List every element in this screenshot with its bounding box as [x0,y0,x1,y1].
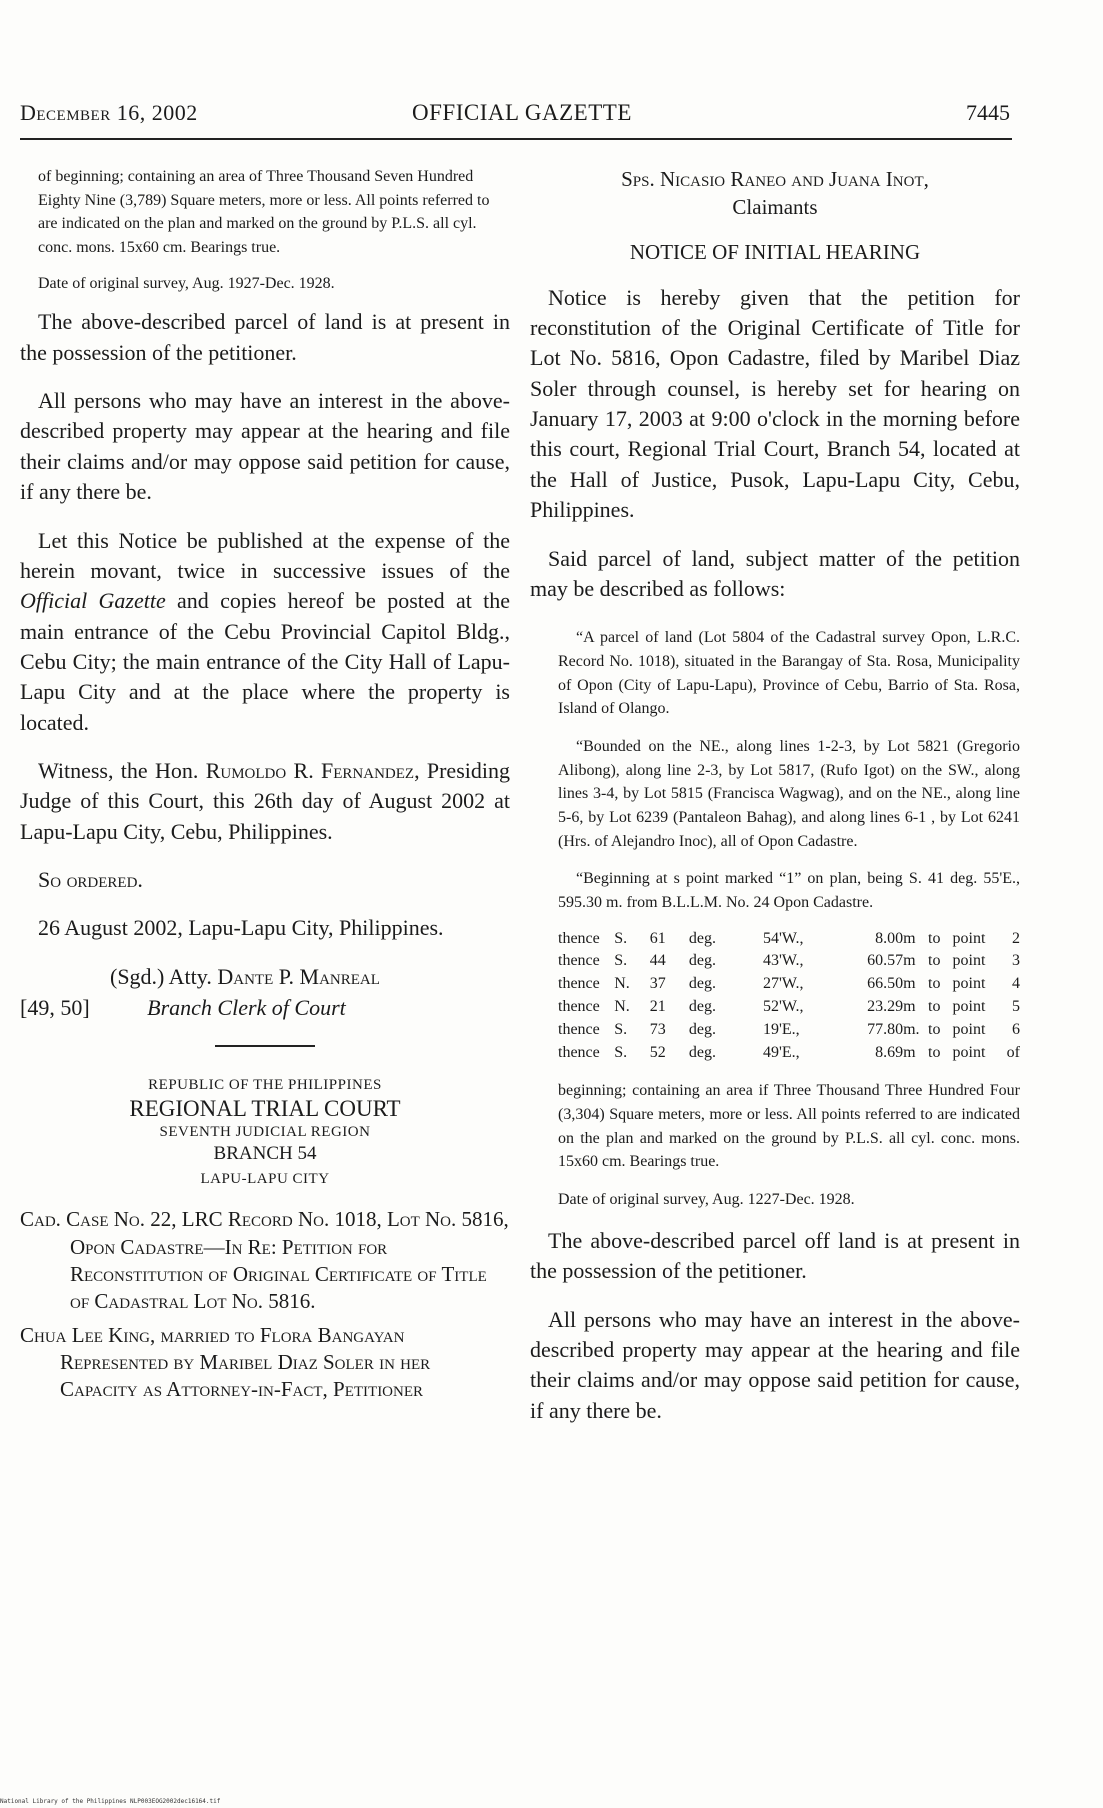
bearing-thence: thence [558,929,600,947]
bearing-dist: 60.57 [867,952,904,970]
case-parties: Chua Lee King, married to Flora Bangayan Represented by Maribel Diaz Soler in her Capacity as Attorney-in-Fact, Petitioner [20,1322,431,1402]
possession-paragraph-right: The above-described parcel off land is at present in the possession of the petitioner. [530,1227,1020,1284]
court-region: SEVENTH JUDICIAL REGION [159,1124,371,1141]
page-number: 7445 [966,100,1010,125]
court-city: LAPU-LAPU CITY [200,1171,330,1188]
signatory-name: Dante P. Manreal [217,963,380,989]
bearing-to: to [928,975,941,993]
bearing-row [558,997,1020,1020]
bearing-min: 52'W., [763,998,804,1016]
bearing-point: point [952,998,986,1016]
judge-name: Rumoldo R. Fernandez [205,758,415,784]
bearing-dir: N. [614,998,630,1016]
left-column [20,165,510,1410]
gazette-name: Official Gazette [20,588,166,614]
publication-text-1: Let this Notice be published at the expense of the herein movant, twice in successive issues of the [20,527,510,583]
order-date-place: 26 August 2002, Lapu-Lapu City, Philippines. [38,915,444,941]
clerk-title: Branch Clerk of Court [147,994,346,1020]
bearing-num: 6 [1012,1020,1020,1038]
bearing-num: 3 [1012,952,1020,970]
bearing-to: to [928,1020,941,1038]
bearing-deg: 52 [649,1043,666,1061]
bearing-min: 27'W., [763,975,804,993]
bearing-num: of [1006,1043,1020,1061]
bearing-dist: 66.50 [867,975,904,993]
bearing-row [558,929,1020,952]
bearing-point: point [952,1020,986,1038]
bearing-dir: S. [614,1043,628,1061]
parcel-location-quote: “A parcel of land (Lot 5804 of the Cadastral survey Opon, L.R.C. Record No. 1018), situated in the Barangay of Sta. Rosa, Municipality of Opon (City of Lapu-Lapu), Province of Cebu, Barrio of Sta. Rosa, Island of Olango. [558,629,1020,718]
bearing-to: to [928,952,941,970]
page-header [20,100,1020,132]
bearing-point: point [952,929,986,947]
witness-text-2: , Presiding Judge of this Court, this 26th day of August 2002 at Lapu-Lapu City, Cebu, Philippines. [20,758,510,844]
header-rule [20,138,1012,140]
bearing-num: 2 [1012,929,1020,947]
bearing-dist: 8.69 [875,1043,904,1061]
court-republic: REPUBLIC OF THE PHILIPPINES [148,1077,382,1094]
bearing-thence: thence [558,1020,600,1038]
claimants-block [530,165,1020,222]
so-ordered: So ordered. [38,867,143,893]
bearing-point: point [952,1043,986,1061]
bearing-m: m [903,929,916,947]
interest-paragraph: All persons who may have an interest in the above-described property may appear at the hearing and file their claims and/or may oppose said petition for cause, if any there be. [20,388,510,505]
bearing-to: to [928,998,941,1016]
bearing-num: 4 [1012,975,1020,993]
bearing-thence: thence [558,998,600,1016]
bearing-degw: deg. [688,998,716,1016]
bearing-row [558,951,1020,974]
court-branch: BRANCH 54 [213,1143,317,1165]
notice-heading: NOTICE OF INITIAL HEARING [629,239,921,264]
bearing-dist: 23.29 [867,998,904,1016]
bearing-m: m [903,998,916,1016]
bearing-m: m [903,1043,916,1061]
bearing-min: 54'W., [763,929,804,947]
survey-description: of beginning; containing an area of Three Thousand Seven Hundred Eighty Nine (3,789) Square meters, more or less. All points referred to are indicated on the plan and marked on the ground by P.L.S. all cyl. conc. mons. 15x60 cm. Bearings true. [38,168,490,257]
bearing-thence: thence [558,952,600,970]
case-title: Cad. Case No. 22, LRC Record No. 1018, Lot No. 5816, Opon Cadastre—In Re: Petition for Reconstitution of Original Certificate of Title of Cadastral Lot No. 5816. [20,1207,509,1314]
bearing-deg: 37 [649,975,666,993]
bearing-deg: 61 [649,929,666,947]
bearing-deg: 21 [649,998,666,1016]
claimants-names: Sps. Nicasio Raneo and Juana Inot, [621,167,929,191]
bearing-degw: deg. [688,929,716,947]
parcel-beginning-quote: “Beginning at s point marked “1” on plan, being S. 41 deg. 55'E., 595.30 m. from B.L.L.M. No. 24 Opon Cadastre. [558,870,1020,911]
signature-prefix: (Sgd.) Atty. [110,963,218,989]
bearing-dist: 8.00 [875,929,904,947]
bearing-row [558,1020,1020,1043]
publication-text-2: and copies hereof be posted at the main entrance of the Cebu Provincial Capitol Bldg., Cebu City; the main entrance of the City Hall of Lapu-Lapu City and at the place where the property is located. [20,588,511,735]
witness-text-1: Witness, the Hon. [38,758,206,784]
bearing-min: 49'E., [763,1043,800,1061]
clerk-line [20,993,510,1024]
bearing-dir: S. [614,952,628,970]
court-name: REGIONAL TRIAL COURT [129,1096,401,1122]
bearing-deg: 44 [649,952,666,970]
bearing-degw: deg. [688,1020,716,1038]
bearing-to: to [928,1043,941,1061]
witness-paragraph [20,756,510,847]
issue-date: December 16, 2002 [20,100,198,125]
said-parcel-paragraph: Said parcel of land, subject matter of the petition may be described as follows: [530,545,1020,601]
right-column [530,165,1020,1444]
bearing-m: m [903,975,916,993]
claimants-label: Claimants [732,195,818,220]
parcel-area-quote: beginning; containing an area if Three Thousand Three Hundred Four (3,304) Square meters, more or less. All points referred to are indicated on the plan and marked on the ground by P.L.S. all cyl. conc. mons. 15x60 cm. Bearings true. [558,1082,1020,1171]
bearing-thence: thence [558,1043,600,1061]
bearing-dir: N. [614,975,630,993]
bearing-point: point [952,952,986,970]
section-divider [215,1045,315,1047]
issue-reference: [49, 50] [20,994,90,1020]
bearing-to: to [928,929,941,947]
bearing-num: 5 [1012,998,1020,1016]
publication-paragraph [20,526,510,739]
bearings-table [558,929,1020,1066]
interest-paragraph-right: All persons who may have an interest in the above-described property may appear at the hearing and file their claims and/or may oppose said petition for cause, if any there be. [530,1306,1020,1423]
bearing-min: 43'W., [763,952,804,970]
bearing-dir: S. [614,1020,628,1038]
bearing-row [558,974,1020,997]
possession-paragraph: The above-described parcel of land is at present in the possession of the petitioner. [20,309,510,365]
bearing-degw: deg. [688,952,716,970]
bearing-degw: deg. [688,1043,716,1061]
publication-title: OFFICIAL GAZETTE [412,100,632,125]
bearing-dir: S. [614,929,628,947]
bearing-degw: deg. [688,975,716,993]
survey-date: Date of original survey, Aug. 1927-Dec. 1928. [38,274,335,292]
bearing-m: m [903,952,916,970]
bearing-deg: 73 [649,1020,666,1038]
parcel-bounds-quote: “Bounded on the NE., along lines 1-2-3, by Lot 5821 (Gregorio Alibong), along line 2-3, by Lot 5817, (Rufo Igot) on the SW., along lines 3-4, by Lot 5815 (Francisca Wagwag), and on the NE., along line 5-6, by Lot 6239 (Pantaleon Bahag), and along lines 6-1 , by Lot 6241 (Hrs. of Alejandro Inoc), all of Opon Cadastre. [558,737,1020,850]
bearing-dist: 77.80 [867,1020,904,1038]
survey-date-right: Date of original survey, Aug. 1227-Dec. 1928. [558,1191,855,1209]
bearing-point: point [952,975,986,993]
notice-paragraph: Notice is hereby given that the petition for reconstitution of the Original Certificate of Title for Lot No. 5816, Opon Cadastre, filed by Maribel Diaz Soler through counsel, is hereby set for hearing on January 17, 2003 at 9:00 o'clock in the morning before this court, Regional Trial Court, Branch 54, located at the Hall of Justice, Pusok, Lapu-Lapu City, Cebu, Philippines. [530,284,1020,523]
scan-source-note: National Library of the Philippines NLP003EOG2002dec16164.tif [0,1798,221,1805]
bearing-min: 19'E., [763,1020,800,1038]
bearing-m: m. [903,1020,920,1038]
bearing-thence: thence [558,975,600,993]
bearing-row [558,1043,1020,1066]
signature-line [20,962,510,993]
